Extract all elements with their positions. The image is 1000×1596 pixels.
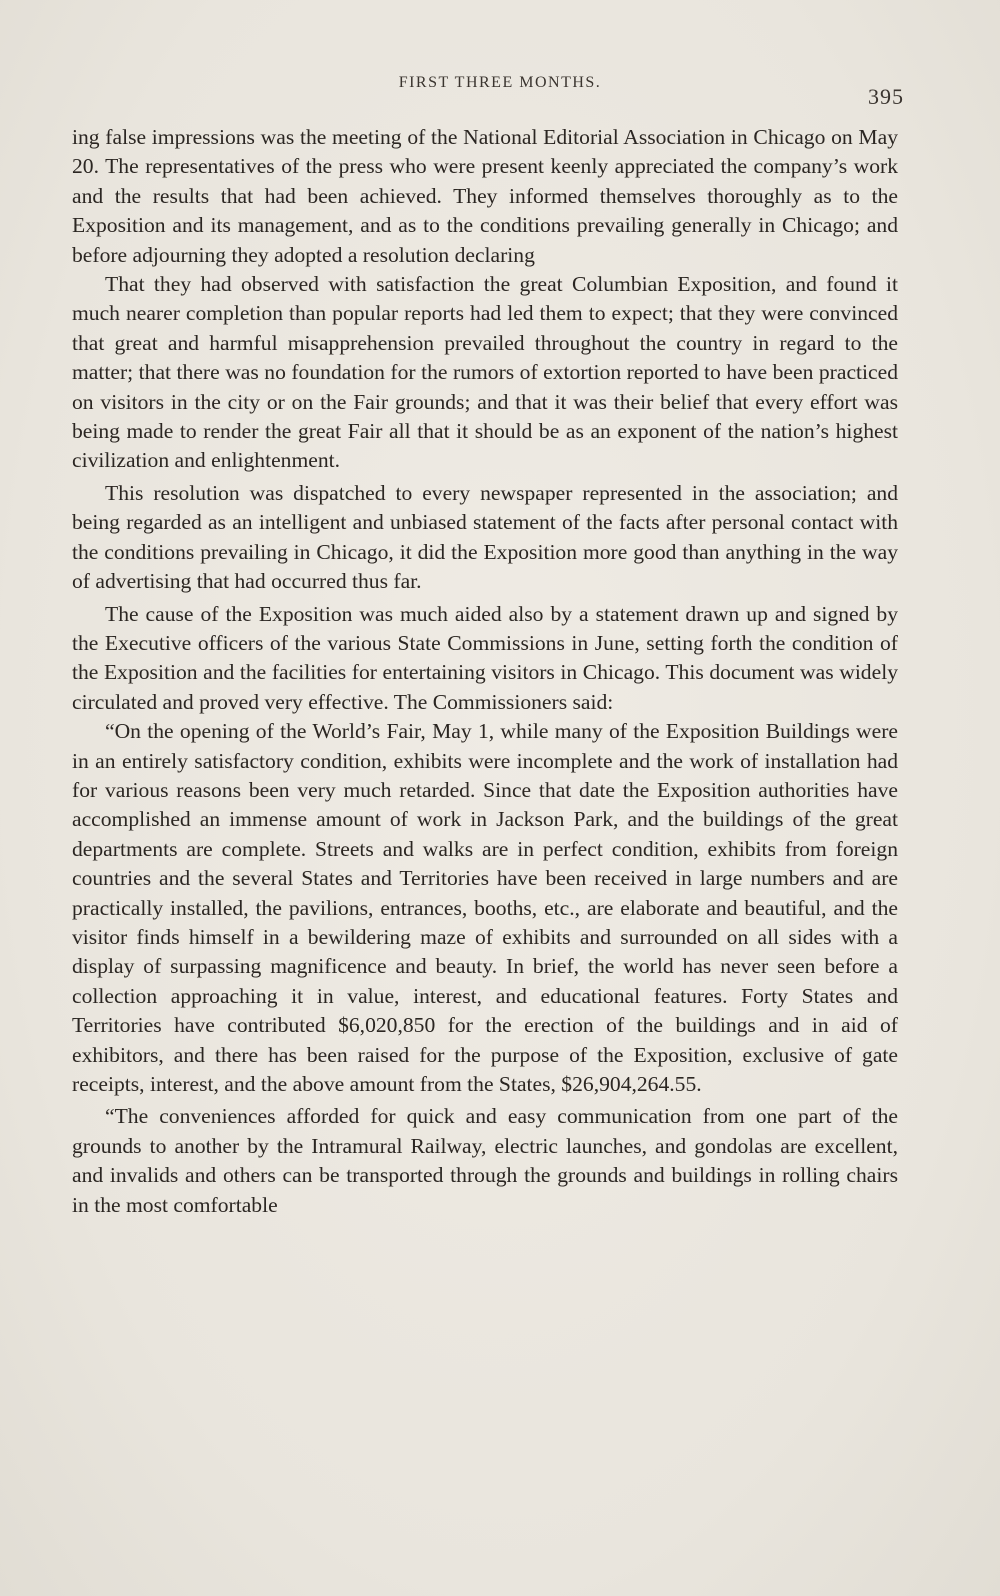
paragraph-conveniences-quote: “The conveniences afforded for quick and easy communication from one part of the grounds to another by the Intramural Railway, electric launches, and gondolas are excellent, and invalids and others can be transported through the grounds and buildings in rolling chairs in the most comfortable [72,1104,898,1217]
paragraph-continuation: ing false impressions was the meeting of the National Editorial Association in Chicago on May 20. The representatives of the press who were present keenly appreciated the company’s work and the results that had been achieved. They informed themselves thoroughly as to the Exposition and its management, and as to the conditions prevailing generally in Chicago; and before adjourning they adopted a resolution declaring [72,125,898,267]
paragraph-state-commissions: The cause of the Exposition was much aided also by a statement drawn up and signed by the Executive officers of the various State Commissions in June, setting forth the condition of the Exposition and the facilities for entertaining visitors in Chicago. This document was widely circulated and proved very effective. The Commissioners said: [72,601,898,714]
paragraph-commissioners-quote: “On the opening of the World’s Fair, May 1, while many of the Exposition Buildings were in an entirely satisfactory condition, exhibits were incomplete and the work of installation had for various reasons been very much retarded. Since that date the Exposition authorities have accomplished an immense amount of work in Jackson Park, and the buildings of the great departments are complete. Streets and walks are in perfect condition, exhibits from foreign countries and the several States and Territories have been received in large numbers and are practically installed, the pavilions, entrances, booths, etc., are elaborate and beautiful, and the visitor finds himself in a bewildering maze of exhibits and surrounded on all sides with a display of surpassing magnificence and beauty. In brief, the world has never seen before a collection approaching it in value, interest, and educational features. Forty States and Territories have contributed $6,020,850 for the erection of the buildings and in aid of exhibitors, and there has been raised for the purpose of the Exposition, exclusive of gate receipts, interest, and the above amount from the States, $26,904,264.55. [72,719,898,1096]
body-text [72,123,898,1220]
running-head: FIRST THREE MONTHS. [398,74,602,91]
page-number: 395 [868,84,904,109]
paragraph-resolution-dispatch: This resolution was dispatched to every newspaper represented in the association; and being regarded as an intelligent and unbiased statement of the facts after personal contact with the conditions prevailing in Chicago, it did the Exposition more good than anything in the way of advertising that had occurred thus far. [72,480,898,594]
paragraph-resolution-quote: That they had observed with satisfaction the great Columbian Exposition, and found it much nearer completion than popular reports had led them to expect; that they were convinced that great and harmful misapprehension prevailed throughout the country in regard to the matter; that there was no foundation for the rumors of extortion reported to have been practiced on visitors in the city or on the Fair grounds; and that it was their belief that every effort was being made to render the great Fair all that it should be as an exponent of the nation’s highest civilization and enlightenment. [72,272,898,473]
